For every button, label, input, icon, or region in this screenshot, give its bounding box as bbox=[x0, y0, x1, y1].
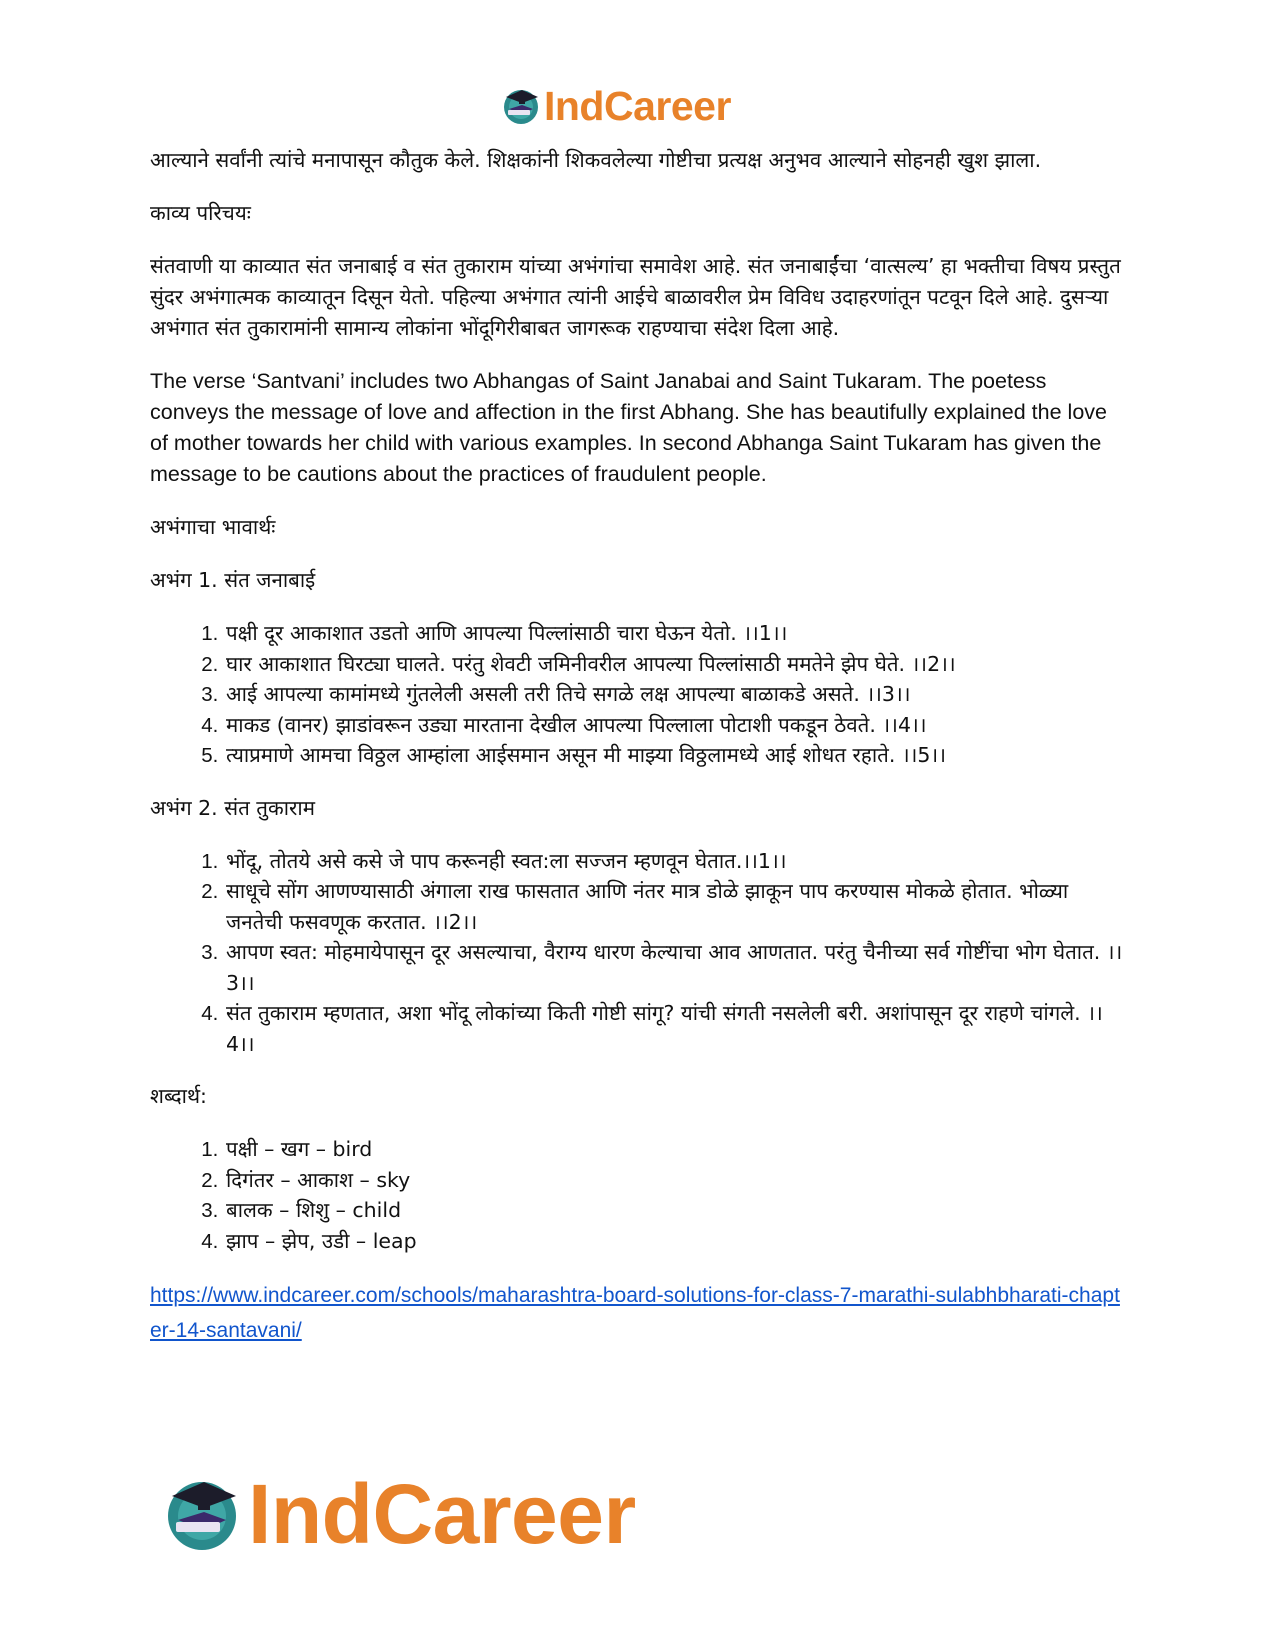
footer-logo-text: IndCareer bbox=[248, 1466, 636, 1561]
list-item: 1. भोंदू, तोतये असे कसे जे पाप करूनही स्वत:ला सज्जन म्हणवून घेतात.।।1।। bbox=[224, 846, 1125, 877]
kavya-parichay-heading: काव्य परिचयः bbox=[150, 201, 251, 225]
footer-logo bbox=[160, 1468, 636, 1560]
list-item: 3. बालक – शिशु – child bbox=[224, 1195, 1125, 1226]
source-link[interactable]: https://www.indcareer.com/schools/maharashtra-board-solutions-for-class-7-marathi-sulabhbharati-chapter-14-santavani/ bbox=[150, 1284, 1120, 1342]
list-item: 2. दिगंतर – आकाश – sky bbox=[224, 1165, 1125, 1196]
list-item: 5. त्याप्रमाणे आमचा विठ्ठल आम्हांला आईसमान असून मी माझ्या विठ्ठलामध्ये आई शोधत रहाते. ।।5।। bbox=[224, 740, 1125, 771]
header-logo bbox=[500, 82, 731, 130]
list-item: 3. आई आपल्या कामांमध्ये गुंतलेली असली तरी तिचे सगळे लक्ष आपल्या बाळाकडे असते. ।।3।। bbox=[224, 679, 1125, 710]
abhang2-list bbox=[150, 846, 1125, 1060]
header-logo-text: IndCareer bbox=[544, 82, 731, 129]
list-item: 1. पक्षी दूर आकाशात उडतो आणि आपल्या पिल्लांसाठी चारा घेऊन येतो. ।।1।। bbox=[224, 618, 1125, 649]
graduation-globe-icon bbox=[500, 85, 542, 127]
list-item: 2. घार आकाशात घिरट्या घालते. परंतु शेवटी जमिनीवरील आपल्या पिल्लांसाठी ममतेने झेप घेते. ।।2।। bbox=[224, 649, 1125, 680]
list-item: 4. संत तुकाराम म्हणतात, अशा भोंदू लोकांच्या किती गोष्टी सांगू? यांची संगती नसलेली बरी. अशांपासून दूर राहणे चांगले. ।।4।। bbox=[224, 998, 1125, 1059]
kavya-parichay-english: The verse ‘Santvani’ includes two Abhangas of Saint Janabai and Saint Tukaram. The poetess conveys the message of love and affection in the first Abhang. She has beautifully explained the love of mother towards her child with various examples. In second Abhanga Saint Tukaram has given the message to be cautions about the practices of fraudulent people. bbox=[150, 369, 1107, 486]
intro-paragraph: आल्याने सर्वांनी त्यांचे मनापासून कौतुक केले. शिक्षकांनी शिकवलेल्या गोष्टीचा प्रत्यक्ष अनुभव आल्याने सोहनही खुश झाला. bbox=[150, 148, 1042, 172]
list-item: 2. साधूचे सोंग आणण्यासाठी अंगाला राख फासतात आणि नंतर मात्र डोळे झाकून पाप करण्यास मोकळे होतात. भोळ्या जनतेची फसवणूक करतात. ।।2।। bbox=[224, 876, 1125, 937]
list-item: 4. झाप – झेप, उडी – leap bbox=[224, 1226, 1125, 1257]
bhavarth-heading: अभंगाचा भावार्थः bbox=[150, 515, 276, 539]
list-item: 4. माकड (वानर) झाडांवरून उड्या मारताना देखील आपल्या पिल्लाला पोटाशी पकडून ठेवते. ।।4।। bbox=[224, 710, 1125, 741]
abhang1-heading: अभंग 1. संत जनाबाई bbox=[150, 568, 316, 592]
document-content bbox=[150, 145, 1125, 1348]
list-item: 3. आपण स्वत: मोहमायेपासून दूर असल्याचा, वैराग्य धारण केल्याचा आव आणतात. परंतु चैनीच्या सर्व गोष्टींचा भोग घेतात. ।।3।। bbox=[224, 937, 1125, 998]
graduation-globe-icon bbox=[160, 1472, 244, 1556]
shabdarth-heading: शब्दार्थ: bbox=[150, 1084, 207, 1108]
abhang1-list bbox=[150, 618, 1125, 771]
shabdarth-list bbox=[150, 1134, 1125, 1256]
abhang2-heading: अभंग 2. संत तुकाराम bbox=[150, 795, 315, 820]
kavya-parichay-marathi: संतवाणी या काव्यात संत जनाबाई व संत तुकाराम यांच्या अभंगांचा समावेश आहे. संत जनाबाईंचा ‘वात्सल्य’ हा भक्तीचा विषय प्रस्तुत सुंदर अभंगात्मक काव्यातून दिसून येतो. पहिल्या अभंगात त्यांनी आईचे बाळावरील प्रेम विविध उदाहरणांतून पटवून दिले आहे. दुसऱ्या अभंगात संत तुकारामांनी सामान्य लोकांना भोंदूगिरीबाबत जागरूक राहण्याचा संदेश दिला आहे. bbox=[150, 254, 1121, 340]
list-item: 1. पक्षी – खग – bird bbox=[224, 1134, 1125, 1165]
